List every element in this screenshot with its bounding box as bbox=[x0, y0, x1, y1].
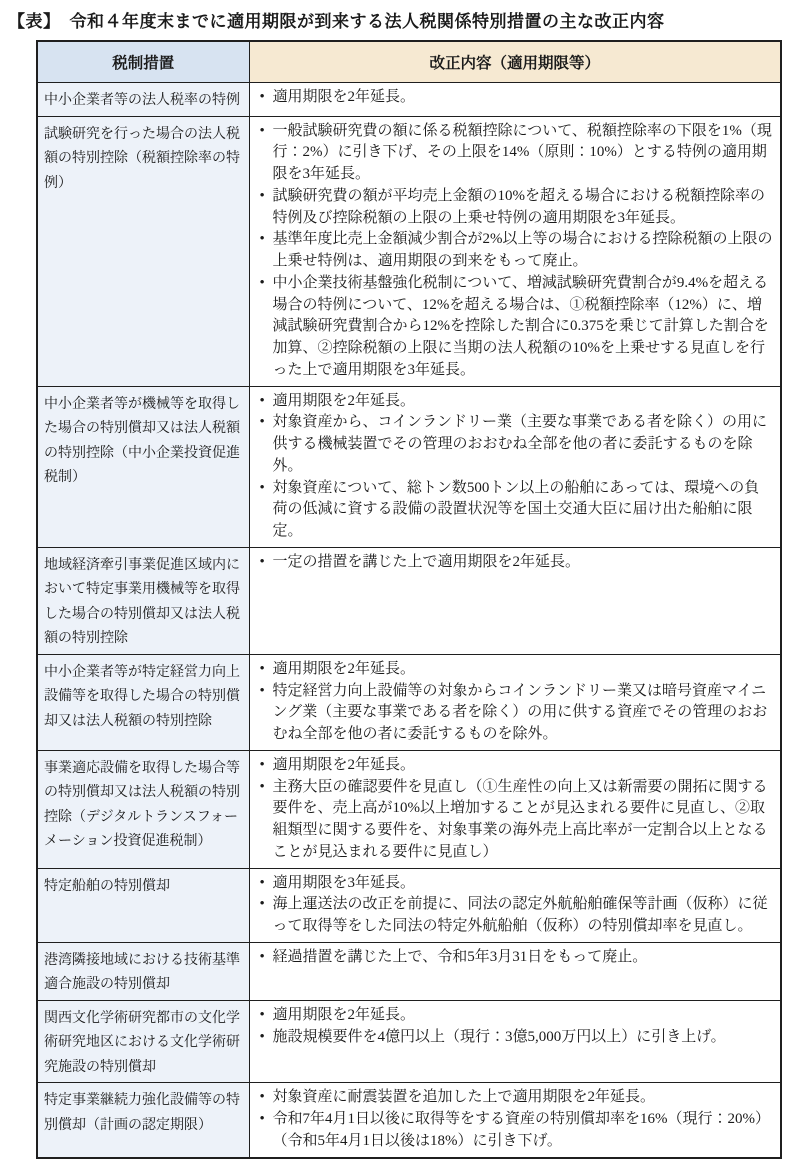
measure-cell: 特定船舶の特別償却 bbox=[37, 868, 249, 942]
revision-bullet: • 一般試験研究費の額に係る税額控除について、税額控除率の下限を1%（現行：2%）に引き下げ、その上限を14%（原則：10%）とする特例の適用期限を3年延長。 bbox=[258, 121, 775, 186]
table-row bbox=[37, 654, 781, 750]
revision-bullet: • 主務大臣の確認要件を見直し（①生産性の向上又は新需要の開拓に関する要件を、売上高が10%以上増加することが見込まれる要件に見直し、②取組類型に関する要件を、対象事業の海外売上高比率が一定割合以上となることが見込まれる要件に見直し） bbox=[258, 777, 775, 864]
revision-bullet: • 対象資産について、総トン数500トン以上の船舶にあっては、環境への負荷の低減に資する設備の設置状況等を国土交通大臣に届け出た船舶に限定。 bbox=[258, 478, 775, 543]
table-row bbox=[37, 942, 781, 1000]
measure-cell: 特定事業継続力強化設備等の特別償却（計画の認定期限） bbox=[37, 1083, 249, 1158]
header-row bbox=[37, 41, 781, 83]
measure-cell: 港湾隣接地域における技術基準適合施設の特別償却 bbox=[37, 942, 249, 1000]
revision-content-cell bbox=[249, 547, 781, 654]
revision-bullet: • 施設規模要件を4億円以上（現行：3億5,000万円以上）に引き上げ。 bbox=[258, 1027, 775, 1049]
table-row bbox=[37, 750, 781, 868]
revision-bullet: • 試験研究費の額が平均売上金額の10%を超える場合における税額控除率の特例及び控除税額の上限の上乗せ特例の適用期限を3年延長。 bbox=[258, 186, 775, 230]
column-header-measure: 税制措置 bbox=[37, 41, 249, 83]
table-row bbox=[37, 547, 781, 654]
measure-cell: 中小企業者等の法人税率の特例 bbox=[37, 83, 249, 117]
measure-cell: 中小企業者等が特定経営力向上設備等を取得した場合の特別償却又は法人税額の特別控除 bbox=[37, 654, 249, 750]
table-row bbox=[37, 83, 781, 117]
revision-bullet: • 適用期限を3年延長。 bbox=[258, 873, 775, 895]
revision-bullet: • 対象資産から、コインランドリー業（主要な事業である者を除く）の用に供する機械装置でその管理のおおむね全部を他の者に委託するものを除外。 bbox=[258, 412, 775, 477]
revision-content-cell bbox=[249, 1000, 781, 1083]
revision-bullet: • 適用期限を2年延長。 bbox=[258, 755, 775, 777]
revision-bullet: • 経過措置を講じた上で、令和5年3月31日をもって廃止。 bbox=[258, 947, 775, 969]
revision-bullet: • 適用期限を2年延長。 bbox=[258, 1005, 775, 1027]
revision-content-cell bbox=[249, 654, 781, 750]
table-row bbox=[37, 1083, 781, 1158]
table-header bbox=[37, 41, 781, 83]
revision-bullet: • 一定の措置を講じた上で適用期限を2年延長。 bbox=[258, 552, 775, 574]
revision-bullet: • 特定経営力向上設備等の対象からコインランドリー業又は暗号資産マイニング業（主要な事業である者を除く）の用に供する資産でその管理のおおむね全部を他の者に委託するものを除外。 bbox=[258, 681, 775, 746]
measure-cell: 中小企業者等が機械等を取得した場合の特別償却又は法人税額の特別控除（中小企業投資促進税制） bbox=[37, 386, 249, 547]
revision-bullet: • 適用期限を2年延長。 bbox=[258, 87, 775, 109]
measure-cell: 試験研究を行った場合の法人税額の特別控除（税額控除率の特例） bbox=[37, 116, 249, 386]
table-row bbox=[37, 116, 781, 386]
revision-content-cell bbox=[249, 1083, 781, 1158]
revision-bullet: • 適用期限を2年延長。 bbox=[258, 659, 775, 681]
measure-cell: 関西文化学術研究都市の文化学術研究地区における文化学術研究施設の特別償却 bbox=[37, 1000, 249, 1083]
revision-content-cell bbox=[249, 116, 781, 386]
tax-measures-table bbox=[36, 40, 782, 1159]
revision-content-cell bbox=[249, 942, 781, 1000]
revision-bullet: • 令和7年4月1日以後に取得等をする資産の特別償却率を16%（現行：20%）（令和5年4月1日以後は18%）に引き下げ。 bbox=[258, 1109, 775, 1153]
revision-bullet: • 対象資産に耐震装置を追加した上で適用期限を2年延長。 bbox=[258, 1087, 775, 1109]
table-row bbox=[37, 1000, 781, 1083]
table-body bbox=[37, 83, 781, 1158]
revision-content-cell bbox=[249, 83, 781, 117]
revision-bullet: • 適用期限を2年延長。 bbox=[258, 391, 775, 413]
page-title: 【表】 令和４年度末までに適用期限が到来する法人税関係特別措置の主な改正内容 bbox=[8, 12, 665, 31]
measure-cell: 地域経済牽引事業促進区域内において特定事業用機械等を取得した場合の特別償却又は法人税額の特別控除 bbox=[37, 547, 249, 654]
column-header-revision: 改正内容（適用期限等） bbox=[249, 41, 781, 83]
table-row bbox=[37, 386, 781, 547]
revision-bullet: • 海上運送法の改正を前提に、同法の認定外航船舶確保等計画（仮称）に従って取得等をした同法の特定外航船舶（仮称）の特別償却率を見直し。 bbox=[258, 894, 775, 938]
revision-bullet: • 中小企業技術基盤強化税制について、増減試験研究費割合が9.4%を超える場合の特例について、12%を超える場合は、①税額控除率（12%）に、増減試験研究費割合から12%を控除した割合に0.375を乗じて計算した割合を加算、②控除税額の上限に当期の法人税額の10%を上乗せする見直しを行った上で適用期限を3年延長。 bbox=[258, 273, 775, 382]
revision-content-cell bbox=[249, 750, 781, 868]
revision-bullet: • 基準年度比売上金額減少割合が2%以上等の場合における控除税額の上限の上乗せ特例は、適用期限の到来をもって廃止。 bbox=[258, 229, 775, 273]
revision-content-cell bbox=[249, 386, 781, 547]
revision-content-cell bbox=[249, 868, 781, 942]
measure-cell: 事業適応設備を取得した場合等の特別償却又は法人税額の特別控除（デジタルトランスフォーメーション投資促進税制） bbox=[37, 750, 249, 868]
table-row bbox=[37, 868, 781, 942]
